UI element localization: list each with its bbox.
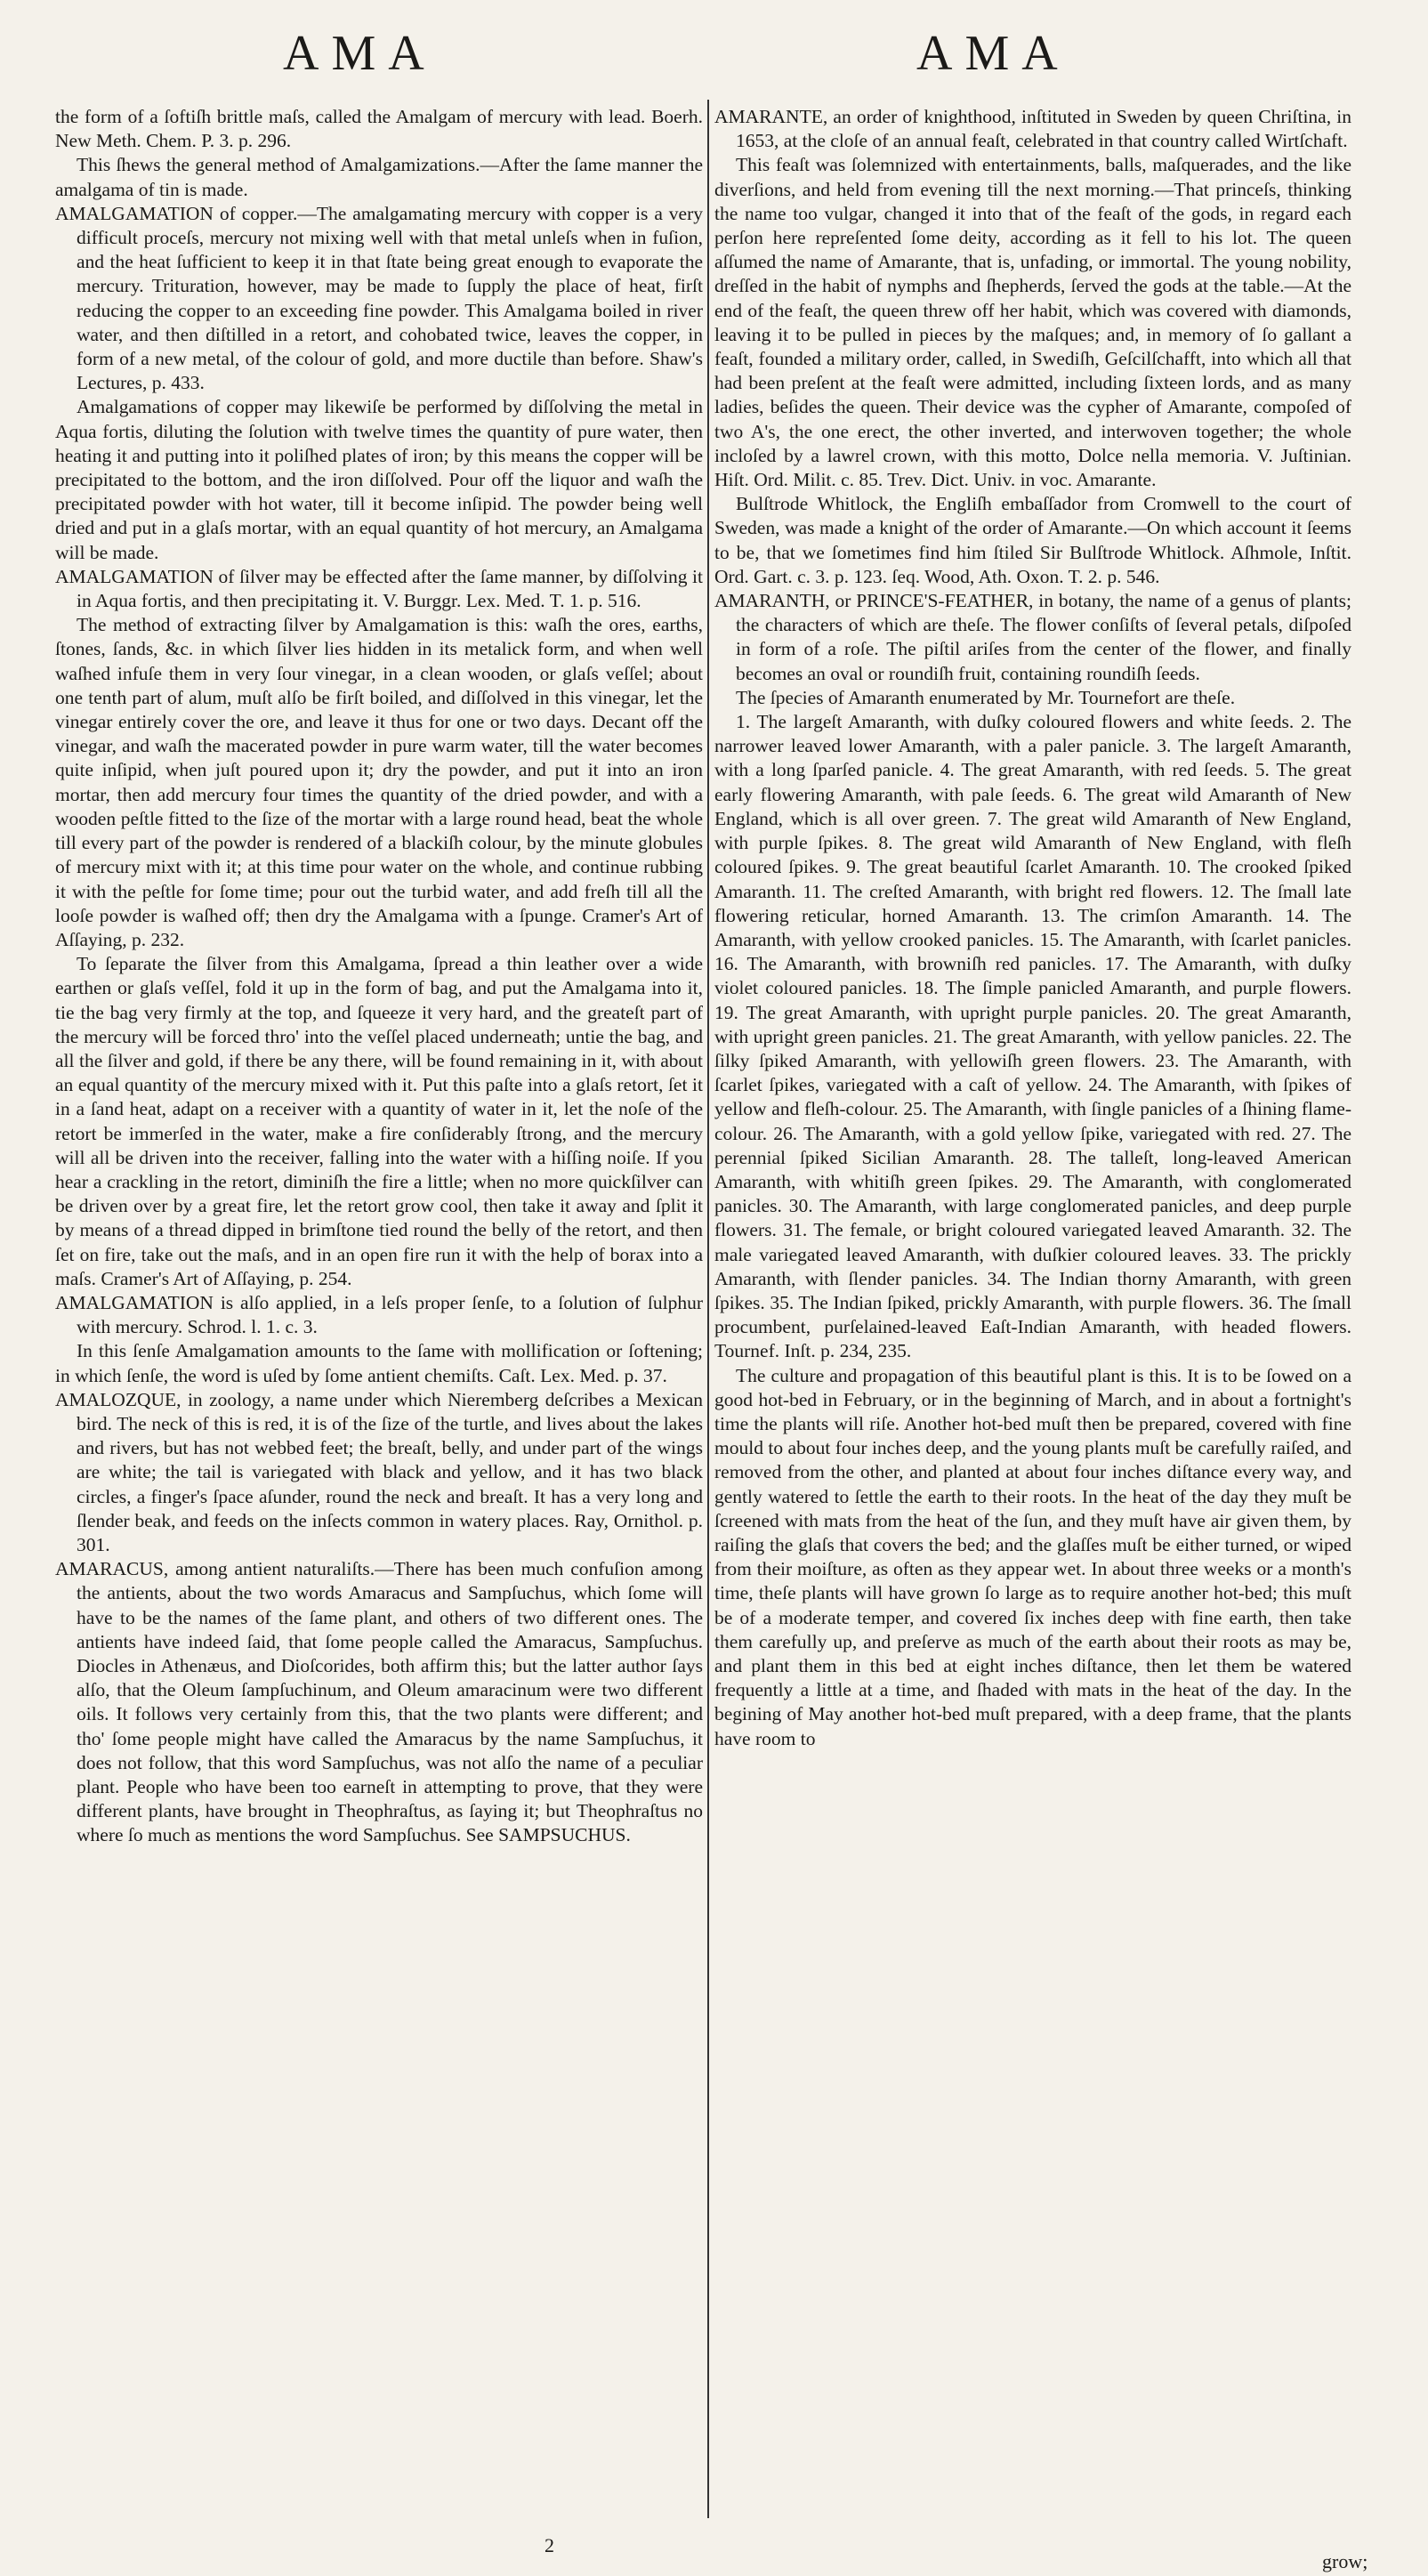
running-head-right: AMA (916, 26, 1070, 81)
paragraph: The culture and propagation of this beautiful plant is this. It is to be ſowed on a good hot-bed in February, or in the beginning of March, and in about a fortnight's time the plants will riſe. Another hot-bed muſt then be prepared, covered with fine mould to about four inches deep, and the young plants muſt be carefully raiſed, and removed from the other, and planted at about four inches diſtance every way, and gently watered to ſettle the earth to their roots. In the heat of the day they muſt be ſcreened with mats from the heat of the ſun, and they muſt have air given them, by raiſing the glaſs that covers the bed; and the glaſſes muſt be either turned, or wiped from their moiſture, as often as they appear wet. In about three weeks or a month's time, theſe plants will have grown ſo large as to require another hot-bed; this muſt be of a moderate temper, and covered ſix inches deep with fine earth, then take them carefully up, and preſerve as much of the earth about their roots as may be, and plant them in this bed at eight inches diſtance, then let them be watered frequently a little at a time, and ſhaded with mats in the heat of the day. In the begining of May another hot-bed muſt prepared, with a deep frame, that the plants have room to (714, 1364, 1351, 1749)
paragraph: To ſeparate the ſilver from this Amalgama, ſpread a thin leather over a wide earthen or glaſs veſſel, fold it up in the form of bag, and put the Amalgama into it, tie the bag very firmly at the top, and ſqueeze it very hard, and the greateſt part of the mercury will be forced thro' into the veſſel placed underneath; untie the bag, and all the ſilver and gold, if there be any there, will be found remaining in it, with about an equal quantity of the mercury mixed with it. Put this paſte into a glaſs retort, ſet it in a ſand heat, adapt on a receiver with a quantity of water in it, let the noſe of the retort be immerſed in the water, make a fire conſiderably ſtrong, and the mercury will all be driven into the receiver, falling into the water with a hiſſing noiſe. If you hear a crackling in the retort, diminiſh the fire a little; when no more quickſilver can be driven over by a great fire, let the retort grow cool, then take it away and ſplit it by means of a thread dipped in brimſtone tied round the belly of the retort, and then ſet on fire, take out the maſs, and in an open fire run it with the help of borax into a maſs. Cramer's Art of Aſſaying, p. 254. (55, 953, 703, 1289)
paragraph: AMARANTH, or PRINCE'S-FEATHER, in botany, the name of a genus of plants; the characters of which are theſe. The flower conſiſts of ſeveral petals, diſpoſed in form of a roſe. The piſtil ariſes from the center of the flower, and finally becomes an oval or roundiſh fruit, containing roundiſh ſeeds. (714, 590, 1351, 684)
running-head-left: AMA (283, 26, 437, 81)
paragraph: AMARACUS, among antient naturaliſts.—There has been much confuſion among the antients, about the two words Amaracus and Sampſuchus, which ſome will have to be the names of the ſame plant, and others of two different ones. The antients have indeed ſaid, that ſome people called the Amaracus, Sampſuchus. Diocles in Athenæus, and Dioſcorides, both affirm this; but the latter author ſays alſo, that the Oleum ſampſuchinum, and Oleum amaracinum were two different oils. It follows very certainly from this, that the two plants were different; and tho' ſome people might have called the Amaracus by the name Sampſuchus, it does not follow, that this word Sampſuchus, was not alſo the name of a peculiar plant. People who have been too earneſt in attempting to prove, that they were different plants, have brought in Theophraſtus, as ſaying it; but Theophraſtus no where ſo much as mentions the word Sampſuchus. See SAMPSUCHUS. (55, 1558, 703, 1846)
paragraph: the form of a ſoftiſh brittle maſs, called the Amalgam of mercury with lead. Boerh. New Meth. Chem. P. 3. p. 296. (55, 106, 703, 152)
right-column (714, 105, 1351, 2525)
paragraph: AMALGAMATION of ſilver may be effected after the ſame manner, by diſſolving it in Aqua fortis, and then precipitating it. V. Burggr. Lex. Med. T. 1. p. 516. (55, 565, 703, 612)
paragraph: AMARANTE, an order of knighthood, inſtituted in Sweden by queen Chriſtina, in 1653, at the cloſe of an annual feaſt, celebrated in that country called Wirtſchaft. (714, 106, 1351, 152)
left-column (55, 105, 703, 2525)
paragraph: 1. The largeſt Amaranth, with duſky coloured flowers and white ſeeds. 2. The narrower leaved lower Amaranth, with a paler panicle. 3. The largeſt Amaranth, with a long ſparſed panicle. 4. The great Amaranth, with red ſeeds. 5. The great early flowering Amaranth, with pale ſeeds. 6. The great wild Amaranth of New England, which is all over green. 7. The great wild Amaranth of New England, with purple ſpikes. 8. The great wild Amaranth of New England, with fleſh coloured ſpikes. 9. The great beautiful ſcarlet Amaranth. 10. The crooked ſpiked Amaranth. 11. The creſted Amaranth, with bright red flowers. 12. The ſmall late flowering reticular, horned Amaranth. 13. The crimſon Amaranth. 14. The Amaranth, with yellow crooked panicles. 15. The Amaranth, with ſcarlet panicles. 16. The Amaranth, with browniſh red panicles. 17. The Amaranth, with duſky violet coloured panicles. 18. The ſimple panicled Amaranth, and purple flowers. 19. The great Amaranth, with upright purple panicles. 20. The great Amaranth, with upright green panicles. 21. The great Amaranth, with yellow panicles. 22. The ſilky ſpiked Amaranth, with yellowiſh green flowers. 23. The Amaranth, with ſcarlet ſpikes, variegated with a caſt of yellow. 24. The Amaranth, with ſpikes of yellow and fleſh-colour. 25. The Amaranth, with ſingle panicles of a ſhining flame-colour. 26. The Amaranth, with a gold yellow ſpike, variegated with red. 27. The perennial ſpiked Sicilian Amaranth. 28. The talleſt, long-leaved American Amaranth, with whitiſh green ſpikes. 29. The Amaranth, with conglomerated panicles. 30. The Amaranth, with large conglomerated panicles, and deep purple flowers. 31. The female, or bright coloured variegated leaved Amaranth. 32. The male variegated leaved Amaranth, with duſkier coloured leaves. 33. The prickly Amaranth, with ſlender panicles. 34. The Indian thorny Amaranth, with green ſpikes. 35. The Indian ſpiked, prickly Amaranth, with purple flowers. 36. The ſmall procumbent, purſelained-leaved Eaſt-Indian Amaranth, with headed flowers. Tournef. Inſt. p. 234, 235. (714, 711, 1351, 1362)
page-number: 2 (545, 2534, 554, 2556)
page-header (0, 25, 1428, 96)
column-divider (707, 100, 709, 2518)
paragraph: This feaſt was ſolemnized with entertainments, balls, maſquerades, and the like diverſions, and held from evening till the next morning.—That princeſs, thinking the name too vulgar, changed it into that of the feaſt of the gods, in regard each perſon here repreſented ſome deity, according as it fell to his lot. The queen aſſumed the name of Amarante, that is, unfading, or immortal. The young nobility, dreſſed in the habit of nymphs and ſhepherds, ſerved the gods at the table.—At the end of the feaſt, the queen threw off her habit, which was covered with diamonds, leaving it to be pulled in pieces by the maſques; and, in memory of ſo gallant a feaſt, founded a military order, called, in Swediſh, Geſcilſchafft, into which all that had been preſent at the feaſt were admitted, including ſixteen lords, and as many ladies, beſides the queen. Their device was the cypher of Amarante, compoſed of two A's, the one erect, the other inverted, and interwoven together; the whole incloſed by a lawrel crown, with this motto, Dolce nella memoria. V. Juſtinian. Hiſt. Ord. Milit. c. 85. Trev. Dict. Univ. in voc. Amarante. (714, 154, 1351, 491)
paragraph: AMALGAMATION is alſo applied, in a leſs proper ſenſe, to a ſolution of ſulphur with mercury. Schrod. l. 1. c. 3. (55, 1291, 703, 1338)
paragraph: Bulſtrode Whitlock, the Engliſh embaſſador from Cromwell to the court of Sweden, was made a knight of the order of Amarante.—On which account it ſeems to be, that we ſometimes find him ſtiled Sir Bulſtrode Whitlock. Aſhmole, Inſtit. Ord. Gart. c. 3. p. 123. ſeq. Wood, Ath. Oxon. T. 2. p. 546. (714, 493, 1351, 587)
catchword: grow; (1322, 2550, 1368, 2572)
paragraph: Amalgamations of copper may likewiſe be performed by diſſolving the metal in Aqua fortis, diluting the ſolution with twelve times the quantity of pure water, then heating it and putting into it poliſhed plates of iron; by this means the copper will be precipitated to the bottom, and the iron diſſolved. Pour off the liquor and waſh the precipitated powder with hot water, till it become inſipid. The powder being well dried and put in a glaſs mortar, with an equal quantity of hot mercury, an Amalgama will be made. (55, 396, 703, 563)
paragraph: AMALOZQUE, in zoology, a name under which Nieremberg deſcribes a Mexican bird. The neck of this is red, it is of the ſize of the turtle, and lives about the lakes and rivers, but has not webbed feet; the breaſt, belly, and under part of the wings are white; the tail is variegated with black and yellow, and it has two black circles, a finger's ſpace aſunder, round the neck and breaſt. It has a very long and ſlender beak, and feeds on the inſects common in watery places. Ray, Ornithol. p. 301. (55, 1388, 703, 1555)
paragraph: In this ſenſe Amalgamation amounts to the ſame with mollification or ſoftening; in which ſenſe, the word is uſed by ſome antient chemiſts. Caſt. Lex. Med. p. 37. (55, 1340, 703, 1386)
paragraph: AMALGAMATION of copper.—The amalgamating mercury with copper is a very difficult proceſs, mercury not mixing well with that metal unleſs when in fuſion, and the heat ſufficient to keep it in that ſtate being great enough to evaporate the mercury. Trituration, however, may be made to ſupply the place of heat, firſt reducing the copper to an exceeding fine powder. This Amalgama boiled in river water, and then diſtilled in a retort, and cohobated twice, leaves the copper, in form of a new metal, of the colour of gold, and more ductile than before. Shaw's Lectures, p. 433. (55, 202, 703, 394)
paragraph: This ſhews the general method of Amalgamizations.—After the ſame manner the amalgama of tin is made. (55, 154, 703, 200)
paragraph: The ſpecies of Amaranth enumerated by Mr. Tournefort are theſe. (736, 686, 1236, 708)
paragraph: The method of extracting ſilver by Amalgamation is this: waſh the ores, earths, ſtones, ſands, &c. in which ſilver lies hidden in its metalick form, and when well waſhed infuſe them in very ſour vinegar, in a clean wooden, or glaſs veſſel; about one tenth part of alum, muſt alſo be firſt boiled, and diſſolved in this vinegar, let the vinegar entirely cover the ore, and leave it thus for one or two days. Decant off the vinegar, and waſh the macerated powder in pure warm water, till the water becomes quite inſipid, when juſt poured upon it; dry the powder, and put it into an iron mortar, then add mercury four times the quantity of the dried powder, and with a wooden peſtle fitted to the ſize of the mortar with a large round head, beat the whole till every part of the powder is rendered of a blackiſh colour, by the minute globules of mercury mixt with it; at this time pour water on the whole, and continue rubbing it with the peſtle for ſome time; pour out the turbid water, and add freſh till all the looſe powder is waſhed off; then dry the Amalgama with a ſpunge. Cramer's Art of Aſſaying, p. 232. (55, 614, 703, 950)
